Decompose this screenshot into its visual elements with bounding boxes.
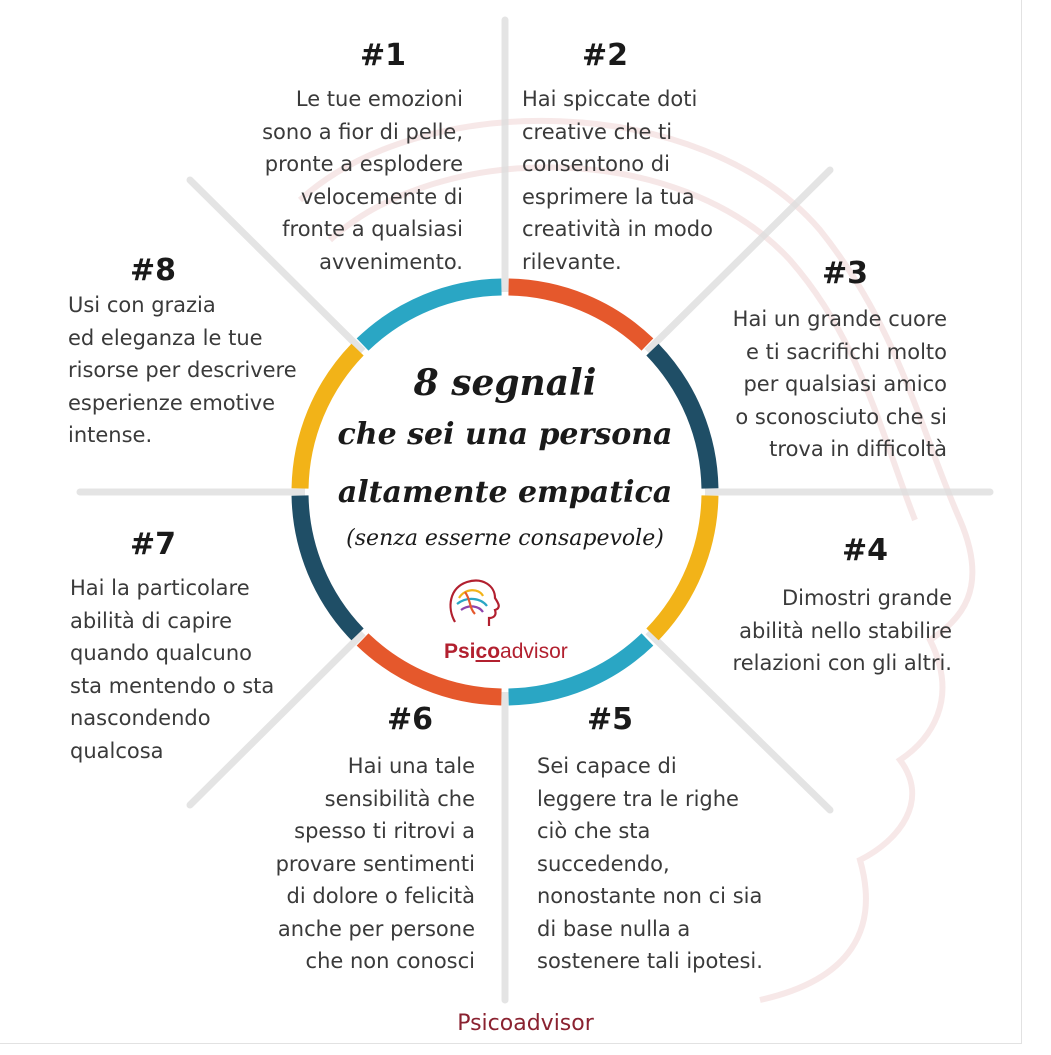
sign-4-text [690,582,952,680]
logo-wordmark [444,640,568,664]
footer-brand: Psicoadvisor [457,1011,594,1036]
sign-4-number: #4 [842,533,889,568]
text-line: provare sentimenti [275,851,475,876]
text-line: sostenere tali ipotesi. [537,949,763,973]
text-line: rilevante. [522,249,622,274]
text-line: che non conosci [305,949,475,973]
text-line: o sconosciuto che si [735,404,947,429]
text-line: creatività in modo [522,217,713,241]
text-line: consentono di [522,152,670,176]
text-line: sensibilità che [324,786,475,811]
text-line: pronte a esplodere [264,152,463,176]
sign-5-text [537,750,763,978]
sign-6-text [240,750,475,978]
text-line: velocemente di [300,184,463,209]
sign-1-text [220,83,463,278]
text-line: qualcosa [70,738,164,763]
text-line: leggere tra le righe [537,786,739,811]
sign-5-number: #5 [587,702,634,737]
text-line: Hai una tale [347,754,475,778]
text-line: Le tue emozioni [295,87,463,111]
text-line: avvenimento. [319,249,463,274]
text-line: ciò che sta [537,819,651,843]
text-line: risorse per descrivere [68,358,297,382]
title-line-2: che sei una persona [337,417,673,452]
text-line: succedendo, [537,851,670,876]
text-line: Usi con grazia [68,293,216,317]
title-line-1: 8 segnali [413,362,597,404]
sign-3-text [690,303,947,466]
text-line: Hai la particolare [70,576,250,600]
text-line: spesso ti ritrovi a [294,819,475,843]
sign-7-number: #7 [130,527,177,562]
text-line: quando qualcuno [70,641,253,665]
text-line: nascondendo [70,706,211,730]
text-line: e ti sacrifichi molto [746,339,947,364]
text-line: abilità di capire [70,608,232,633]
title-line-4: (senza esserne consapevole) [346,526,664,551]
text-line: Hai spiccate doti [522,87,698,111]
text-line: trova in difficoltà [769,437,947,461]
text-line: fronte a qualsiasi [282,217,463,241]
text-line: Dimostri grande [781,586,952,610]
sign-6-number: #6 [387,702,434,737]
text-line: di base nulla a [537,916,691,941]
text-line: esperienze emotive [68,390,276,415]
sign-8-number: #8 [130,253,177,288]
text-line: di dolore o felicità [286,884,475,908]
text-line: sta mentendo o sta [70,673,275,698]
sign-7-text [70,572,274,767]
logo-part-3: advisor [500,640,568,663]
text-line: esprimere la tua [522,184,695,209]
text-line: creative che ti [522,119,673,144]
text-line: anche per persone [277,916,475,941]
logo-part-2: co [475,640,501,663]
sign-2-text [522,83,713,278]
text-line: ed eleganza le tue [68,325,263,350]
text-line: intense. [68,423,153,447]
text-line: relazioni con gli altri. [732,651,952,675]
sign-1-number: #1 [360,38,407,73]
text-line: Hai un grande cuore [732,307,947,331]
sign-3-number: #3 [822,256,869,291]
sign-8-text [68,289,297,452]
title-line-3: altamente empatica [337,475,673,510]
text-line: Sei capace di [537,754,677,778]
text-line: abilità nello stabilire [739,618,952,643]
text-line: sono a fior di pelle, [262,119,463,144]
text-line: per qualsiasi amico [743,372,947,396]
center-title [330,360,680,556]
sign-2-number: #2 [582,38,629,73]
logo-part-1: Psi [444,640,476,663]
text-line: nonostante non ci sia [537,884,763,908]
